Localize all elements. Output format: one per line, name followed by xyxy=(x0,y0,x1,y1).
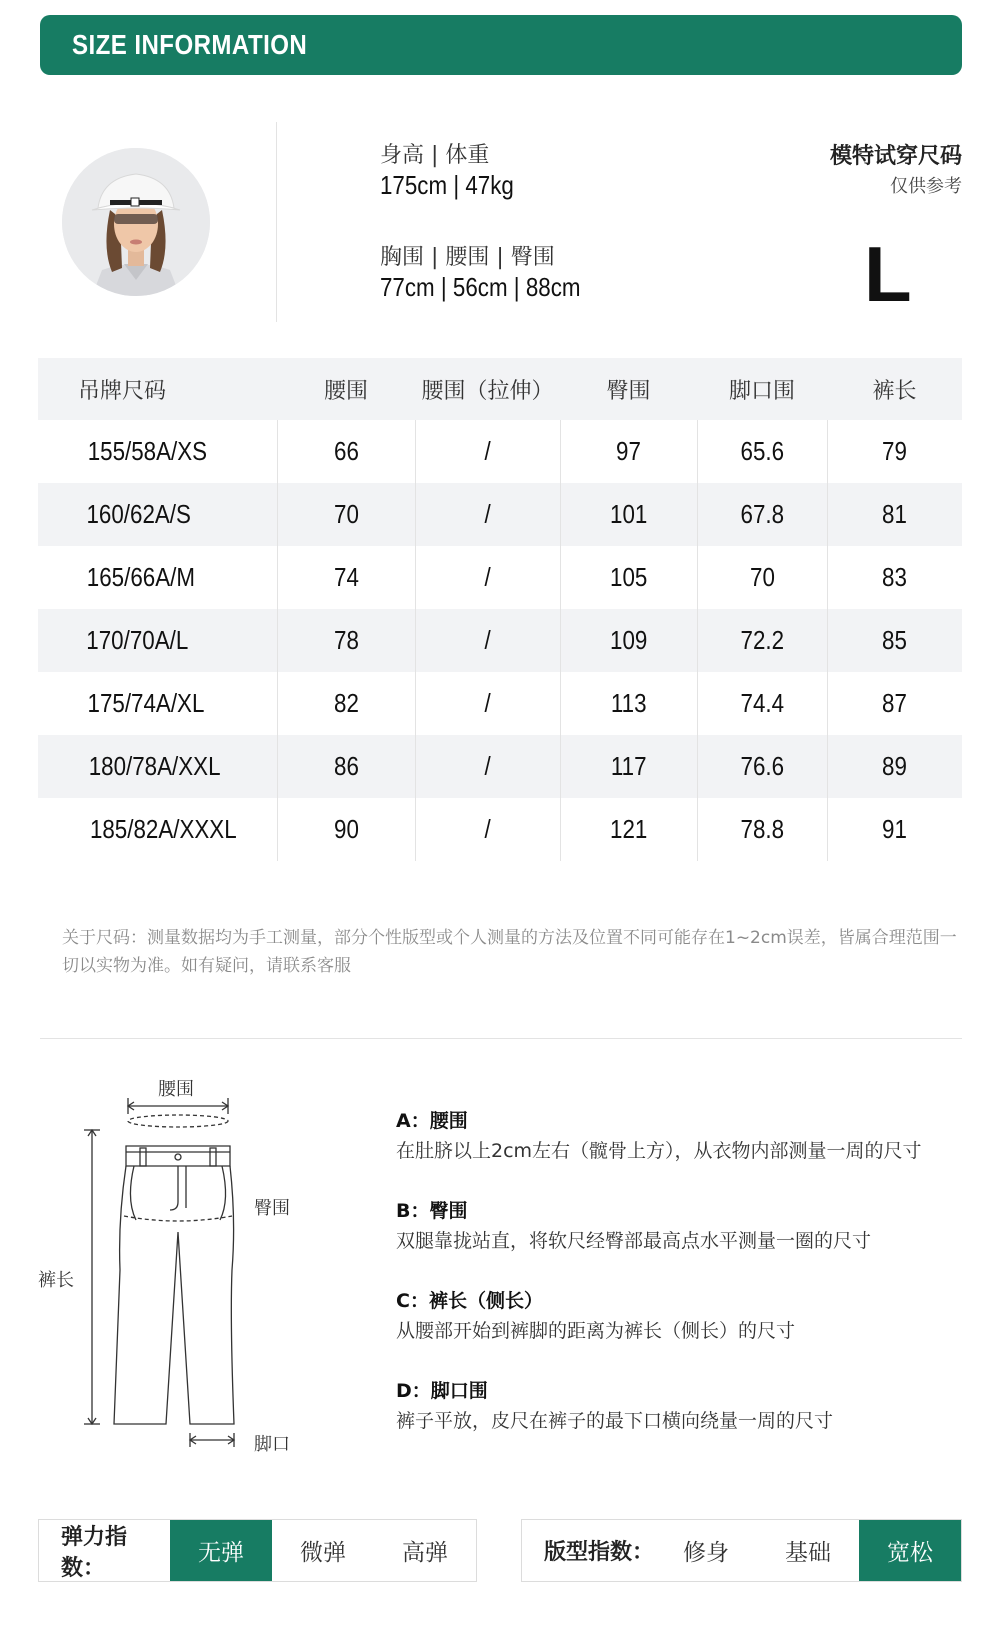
cell-waist-stretch: / xyxy=(484,499,491,529)
cell-tag-size: 155/58A/XS xyxy=(87,436,208,466)
fit-option-regular: 基础 xyxy=(785,1540,831,1566)
cell-hem: 76.6 xyxy=(740,751,784,781)
header-waist: 腰围 xyxy=(277,358,415,420)
cell-hem: 78.8 xyxy=(740,814,784,844)
height-weight-value: 175cm | 47kg xyxy=(380,170,514,200)
cell-hip: 97 xyxy=(616,436,641,466)
cell-length: 83 xyxy=(882,562,908,592)
definition-text-b: 双腿靠拢站直，将软尺经臀部最高点水平测量一圈的尺寸 xyxy=(396,1230,872,1252)
header-length: 裤长 xyxy=(827,358,962,420)
cell-waist-stretch: / xyxy=(484,814,491,844)
cell-hip: 101 xyxy=(609,499,648,529)
fit-title: 模特试穿尺码 xyxy=(829,144,962,169)
hip-dashed-line xyxy=(124,1216,232,1221)
cell-waist-stretch: / xyxy=(484,562,491,592)
definition-title-c: C：裤长（侧长） xyxy=(396,1290,543,1312)
model-avatar xyxy=(62,148,210,296)
header-waist-stretch: 腰围（拉伸） xyxy=(415,358,560,420)
cell-waist: 74 xyxy=(333,562,359,592)
fit-subtitle: 仅供参考 xyxy=(890,176,962,197)
definition-title-b: B：臀围 xyxy=(396,1200,468,1222)
cell-hem: 72.2 xyxy=(740,625,784,655)
elasticity-option-slight: 微弹 xyxy=(300,1540,346,1566)
table-row xyxy=(38,546,962,609)
fit-index xyxy=(521,1519,962,1582)
elasticity-option-none: 无弹 xyxy=(170,1520,272,1581)
cell-waist: 86 xyxy=(333,751,359,781)
diagram-label-length: 裤长 xyxy=(38,1270,74,1291)
cell-tag-size: 160/62A/S xyxy=(86,499,191,529)
definition-title-d: D：脚口围 xyxy=(396,1380,488,1402)
definition-text-d: 裤子平放，皮尺在裤子的最下口横向绕量一周的尺寸 xyxy=(396,1410,834,1432)
cell-length: 89 xyxy=(882,751,908,781)
fit-option-loose: 宽松 xyxy=(859,1520,961,1581)
body-measure-value: 77cm | 56cm | 88cm xyxy=(380,272,581,302)
size-table xyxy=(38,358,962,861)
elasticity-index xyxy=(38,1519,477,1582)
page-title: SIZE INFORMATION xyxy=(72,29,308,60)
model-fit-size: L xyxy=(864,230,912,318)
definition-text-c: 从腰部开始到裤脚的距离为裤长（侧长）的尺寸 xyxy=(396,1320,796,1342)
cell-hip: 109 xyxy=(609,625,648,655)
header-hip: 臀围 xyxy=(560,358,697,420)
diagram-label-hip: 臀围 xyxy=(254,1198,290,1219)
header-hem: 脚口围 xyxy=(697,358,827,420)
cell-length: 87 xyxy=(882,688,908,718)
cell-hem: 70 xyxy=(749,562,775,592)
model-divider xyxy=(276,122,277,322)
diagram-label-hem: 脚口 xyxy=(254,1434,290,1455)
cell-hem: 67.8 xyxy=(740,499,784,529)
section-divider xyxy=(40,1038,962,1039)
cell-hem: 65.6 xyxy=(740,436,784,466)
cell-waist: 82 xyxy=(333,688,359,718)
size-note: 关于尺码：测量数据均为手工测量，部分个性版型或个人测量的方法及位置不同可能存在1~2cm误差，皆属合理范围一切以实物为准。如有疑问，请联系客服 xyxy=(62,928,957,976)
header-tag-size: 吊牌尺码 xyxy=(38,358,277,420)
cell-waist: 70 xyxy=(333,499,359,529)
cell-length: 79 xyxy=(882,436,908,466)
table-row xyxy=(38,609,962,672)
cell-hip: 117 xyxy=(610,751,647,781)
waist-dashed-ellipse xyxy=(128,1115,228,1127)
cell-waist-stretch: / xyxy=(484,751,491,781)
fit-label: 版型指数： xyxy=(544,1540,655,1565)
cell-hip: 121 xyxy=(609,814,648,844)
cell-hip: 105 xyxy=(609,562,648,592)
fit-option-slim: 修身 xyxy=(683,1540,729,1566)
model-portrait-image xyxy=(62,148,210,296)
cell-waist: 90 xyxy=(333,814,359,844)
cell-length: 85 xyxy=(882,625,908,655)
elasticity-label: 弹力指数： xyxy=(61,1524,128,1581)
table-row xyxy=(38,483,962,546)
pants-measurement-diagram xyxy=(30,1070,350,1470)
cell-length: 91 xyxy=(882,814,908,844)
cell-tag-size: 175/74A/XL xyxy=(87,688,205,718)
cell-waist-stretch: / xyxy=(484,625,491,655)
height-weight-label: 身高 | 体重 xyxy=(380,143,490,168)
table-row xyxy=(38,420,962,483)
diagram-label-waist: 腰围 xyxy=(158,1079,194,1100)
elasticity-option-high: 高弹 xyxy=(402,1540,448,1566)
cell-waist-stretch: / xyxy=(484,688,491,718)
cell-tag-size: 165/66A/M xyxy=(86,562,195,592)
cell-waist: 78 xyxy=(333,625,359,655)
header-bar xyxy=(40,15,962,75)
table-row xyxy=(38,672,962,735)
cell-tag-size: 185/82A/XXXL xyxy=(89,814,237,844)
cell-tag-size: 180/78A/XXL xyxy=(88,751,221,781)
table-row xyxy=(38,735,962,798)
cell-tag-size: 170/70A/L xyxy=(86,625,189,655)
cell-hip: 113 xyxy=(610,688,647,718)
table-row xyxy=(38,798,962,861)
cell-waist-stretch: / xyxy=(484,436,491,466)
cell-hem: 74.4 xyxy=(740,688,784,718)
cell-waist: 66 xyxy=(333,436,359,466)
table-header-row xyxy=(38,358,962,420)
definition-title-a: A：腰围 xyxy=(396,1110,468,1132)
definition-text-a: 在肚脐以上2cm左右（髋骨上方），从衣物内部测量一周的尺寸 xyxy=(396,1140,922,1162)
body-measure-label: 胸围 | 腰围 | 臀围 xyxy=(380,245,555,270)
cell-length: 81 xyxy=(882,499,908,529)
